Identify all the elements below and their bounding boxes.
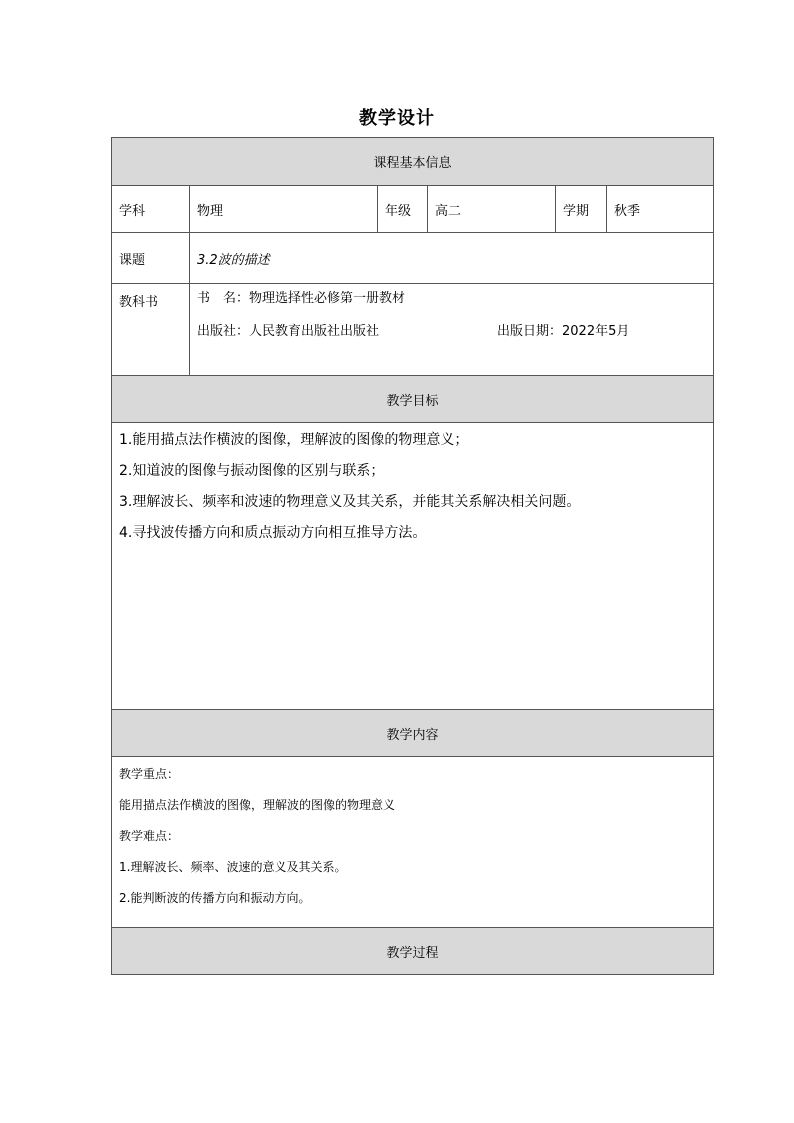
basic-info-header: 课程基本信息 [112, 138, 714, 186]
objective-item: 3.理解波长、频率和波速的物理意义及其关系，并能其关系解决相关问题。 [119, 494, 581, 510]
key-points-label: 教学重点： [119, 767, 180, 781]
objective-item: 4.寻找波传播方向和质点振动方向相互推导方法。 [119, 525, 427, 541]
term-value: 秋季 [607, 186, 714, 233]
difficulty-item: 2.能判断波的传播方向和振动方向。 [119, 891, 311, 905]
process-header: 教学过程 [112, 928, 714, 975]
topic-value: 3.2波的描述 [190, 233, 714, 284]
difficulty-item: 1.理解波长、频率、波速的意义及其关系。 [119, 860, 347, 874]
key-points-text: 能用描点法作横波的图像，理解波的图像的物理意义 [119, 798, 396, 812]
content-body [112, 757, 714, 928]
objectives-header: 教学目标 [112, 376, 714, 423]
content-header: 教学内容 [112, 710, 714, 757]
publish-date: 出版日期：2022年5月 [497, 324, 630, 339]
publisher: 出版社：人民教育出版社出版社 [197, 324, 380, 339]
subject-value: 物理 [190, 186, 378, 233]
textbook-info [190, 284, 714, 376]
grade-value: 高二 [428, 186, 556, 233]
difficulty-label: 教学难点： [119, 829, 180, 843]
objective-item: 1.能用描点法作横波的图像，理解波的图像的物理意义； [119, 432, 469, 448]
term-label: 学期 [556, 186, 607, 233]
publisher-row [197, 324, 706, 339]
objectives-list [112, 423, 714, 710]
objective-item: 2.知道波的图像与振动图像的区别与联系； [119, 463, 385, 479]
lesson-plan-table [111, 137, 714, 975]
textbook-label: 教科书 [112, 284, 190, 376]
book-name: 书 名：物理选择性必修第一册教材 [197, 291, 406, 306]
document-title: 教学设计 [359, 108, 435, 129]
topic-label: 课题 [112, 233, 190, 284]
grade-label: 年级 [378, 186, 428, 233]
subject-label: 学科 [112, 186, 190, 233]
